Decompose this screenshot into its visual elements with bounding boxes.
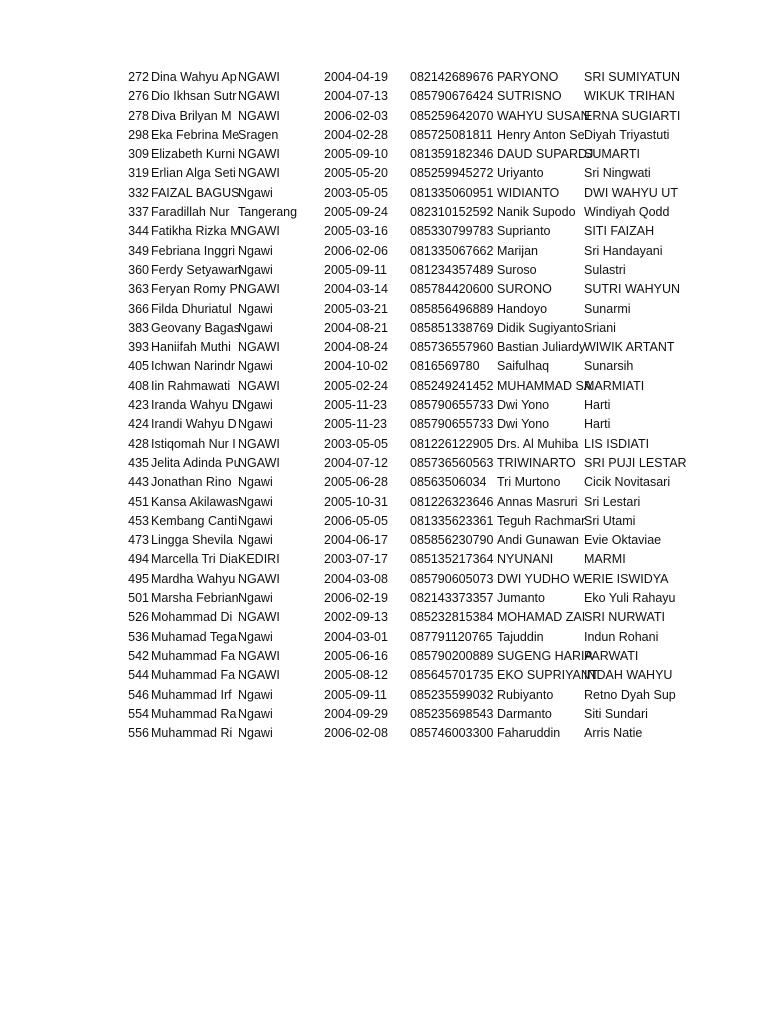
cell-mother-name: Cicik Novitasari [584, 475, 671, 490]
table-row [0, 107, 768, 126]
cell-birthplace: NGAWI [238, 224, 280, 239]
cell-student-name: Dina Wahyu Ap [151, 70, 237, 84]
cell-father-name: Marijan [497, 243, 538, 258]
cell-student-name: Mohammad Di [151, 610, 233, 625]
cell-student-name: Filda Dhuriatul [151, 301, 232, 316]
table-row [0, 242, 768, 261]
cell-student-name: Mardha Wahyu [151, 571, 236, 586]
cell-phone: 085746003300 [410, 726, 494, 741]
cell-number: 536 [128, 629, 149, 644]
cell-phone: 085790200889 [410, 648, 494, 663]
cell-birth-date: 2005-11-23 [324, 398, 388, 413]
cell-student-name: Muhammad Fa [151, 648, 236, 663]
cell-father-name: Didik Sugiyanto [497, 320, 584, 335]
cell-birthplace: Ngawi [238, 320, 273, 335]
cell-student-name: Elizabeth Kurni [151, 147, 236, 162]
cell-phone: 085259945272 [410, 166, 494, 181]
cell-mother-name: Siti Sundari [584, 706, 648, 721]
cell-student-name: Feryan Romy Pr [151, 282, 242, 297]
cell-number: 309 [128, 147, 149, 162]
cell-mother-name: MARMI [584, 552, 626, 567]
cell-mother-name: SUTRI WAHYUN [584, 282, 681, 297]
cell-birth-date: 2005-11-23 [324, 417, 388, 432]
cell-number: 501 [128, 591, 149, 606]
cell-birth-date: 2004-10-02 [324, 359, 388, 374]
table-row [0, 87, 768, 106]
cell-birthplace: Ngawi [238, 494, 273, 509]
cell-birthplace: NGAWI [238, 147, 280, 162]
cell-phone: 085790676424 [410, 89, 494, 104]
cell-number: 337 [128, 205, 149, 220]
cell-number: 473 [128, 533, 149, 548]
cell-number: 423 [128, 398, 149, 413]
cell-birthplace: Ngawi [238, 262, 273, 277]
cell-number: 349 [128, 243, 149, 258]
cell-mother-name: Eko Yuli Rahayu [584, 591, 676, 606]
cell-mother-name: Harti [584, 398, 611, 413]
cell-phone: 085736557960 [410, 340, 494, 355]
table-row [0, 608, 768, 627]
cell-birth-date: 2004-06-17 [324, 533, 388, 548]
cell-birthplace: NGAWI [238, 340, 280, 355]
table-row [0, 724, 768, 743]
table-row [0, 222, 768, 241]
cell-birth-date: 2006-02-19 [324, 591, 388, 606]
cell-student-name: Muhammad Ra [151, 706, 237, 721]
cell-number: 366 [128, 301, 149, 316]
cell-student-name: Muhammad Ri [151, 726, 233, 741]
table-row [0, 203, 768, 222]
table-row [0, 338, 768, 357]
cell-birth-date: 2004-03-01 [324, 629, 388, 644]
cell-father-name: WIDIANTO [497, 185, 560, 200]
cell-number: 554 [128, 706, 149, 721]
cell-student-name: Dio Ikhsan Sutr [151, 89, 237, 104]
cell-phone: 08563506034 [410, 475, 487, 490]
cell-birthplace: Ngawi [238, 475, 273, 490]
cell-birth-date: 2002-09-13 [324, 610, 388, 625]
cell-student-name: Iin Rahmawati [151, 378, 231, 393]
cell-birthplace: NGAWI [238, 70, 280, 84]
cell-student-name: Erlian Alga Seti [151, 166, 236, 181]
cell-phone: 085235698543 [410, 706, 494, 721]
cell-birth-date: 2003-05-05 [324, 185, 388, 200]
table-row [0, 68, 768, 87]
table-row [0, 647, 768, 666]
cell-phone: 085790655733 [410, 398, 494, 413]
table-row [0, 377, 768, 396]
cell-birth-date: 2004-08-24 [324, 340, 388, 355]
cell-number: 344 [128, 224, 149, 239]
table-row [0, 628, 768, 647]
cell-birthplace: NGAWI [238, 378, 280, 393]
cell-student-name: FAIZAL BAGUS [151, 185, 240, 200]
cell-mother-name: SRI PUJI LESTAR [584, 455, 687, 470]
cell-mother-name: ERNA SUGIARTI [584, 108, 681, 123]
table-row [0, 666, 768, 685]
cell-birth-date: 2005-09-10 [324, 147, 388, 162]
cell-phone: 081335067662 [410, 243, 494, 258]
cell-number: 453 [128, 513, 149, 528]
cell-number: 443 [128, 475, 149, 490]
cell-birthplace: Tangerang [238, 205, 298, 220]
table-row [0, 589, 768, 608]
cell-birth-date: 2006-05-05 [324, 513, 388, 528]
cell-number: 405 [128, 359, 149, 374]
cell-phone: 085235599032 [410, 687, 494, 702]
cell-student-name: Ferdy Setyawan [151, 262, 242, 277]
cell-birth-date: 2003-05-05 [324, 436, 388, 451]
cell-mother-name: Sri Lestari [584, 494, 641, 509]
cell-mother-name: Windiyah Qodd [584, 205, 670, 220]
cell-birth-date: 2004-03-08 [324, 571, 388, 586]
table-row [0, 126, 768, 145]
cell-mother-name: Sunarsih [584, 359, 634, 374]
table-row [0, 319, 768, 338]
cell-number: 278 [128, 108, 149, 123]
table-row [0, 705, 768, 724]
table-row [0, 512, 768, 531]
cell-birth-date: 2005-02-24 [324, 378, 388, 393]
cell-birthplace: NGAWI [238, 455, 280, 470]
cell-phone: 085790655733 [410, 417, 494, 432]
table-row [0, 145, 768, 164]
spreadsheet-sheet [0, 68, 768, 743]
cell-birthplace: Ngawi [238, 301, 273, 316]
cell-number: 424 [128, 417, 149, 432]
cell-phone: 085645701735 [410, 668, 494, 683]
cell-father-name: Annas Masruri [497, 494, 578, 509]
cell-mother-name: SITI FAIZAH [584, 224, 655, 239]
cell-birth-date: 2005-09-24 [324, 205, 388, 220]
cell-mother-name: Sriani [584, 320, 616, 335]
cell-student-name: Irandi Wahyu D [151, 417, 237, 432]
cell-birthplace: KEDIRI [238, 552, 280, 567]
cell-birth-date: 2004-07-13 [324, 89, 388, 104]
cell-number: 363 [128, 282, 149, 297]
cell-birthplace: NGAWI [238, 166, 280, 181]
cell-student-name: Jelita Adinda Pu [151, 455, 241, 470]
cell-birthplace: NGAWI [238, 89, 280, 104]
cell-student-name: Jonathan Rino [151, 475, 232, 490]
cell-birth-date: 2005-05-20 [324, 166, 388, 181]
cell-mother-name: WIWIK ARTANT [584, 340, 675, 355]
cell-student-name: Geovany Bagas [151, 320, 240, 335]
cell-father-name: Teguh Rachmar [497, 513, 586, 528]
table-row [0, 261, 768, 280]
cell-birthplace: Ngawi [238, 417, 273, 432]
cell-birth-date: 2004-02-28 [324, 127, 388, 142]
cell-mother-name: Evie Oktaviae [584, 533, 662, 548]
cell-birthplace: NGAWI [238, 108, 280, 123]
cell-father-name: NYUNANI [497, 552, 554, 567]
cell-mother-name: INDAH WAHYU [584, 668, 673, 683]
cell-father-name: SURONO [497, 282, 552, 297]
cell-birth-date: 2006-02-03 [324, 108, 388, 123]
cell-father-name: PARYONO [497, 70, 559, 84]
cell-mother-name: Sri Utami [584, 513, 636, 528]
cell-birth-date: 2004-04-19 [324, 70, 388, 84]
cell-number: 298 [128, 127, 149, 142]
cell-birth-date: 2005-03-16 [324, 224, 388, 239]
cell-mother-name: Sunarmi [584, 301, 631, 316]
cell-mother-name: DWI WAHYU UT [584, 185, 678, 200]
cell-number: 332 [128, 185, 149, 200]
cell-father-name: Bastian Juliardy [497, 340, 586, 355]
cell-birth-date: 2005-10-31 [324, 494, 388, 509]
cell-father-name: Suroso [497, 262, 537, 277]
cell-father-name: MOHAMAD ZAI [497, 610, 586, 625]
cell-number: 556 [128, 726, 149, 741]
cell-birth-date: 2005-06-28 [324, 475, 388, 490]
cell-father-name: Drs. Al Muhiba [497, 436, 579, 451]
table-row [0, 415, 768, 434]
table-row [0, 164, 768, 183]
cell-student-name: Marsha Febrian [151, 591, 239, 606]
cell-father-name: DAUD SUPARDJ [497, 147, 594, 162]
cell-phone: 081359182346 [410, 147, 494, 162]
cell-phone: 081226323646 [410, 494, 494, 509]
cell-father-name: Uriyanto [497, 166, 544, 181]
cell-phone: 085135217364 [410, 552, 494, 567]
cell-phone: 081234357489 [410, 262, 494, 277]
cell-mother-name: Retno Dyah Sup [584, 687, 676, 702]
cell-phone: 085784420600 [410, 282, 494, 297]
cell-father-name: Handoyo [497, 301, 548, 316]
cell-birth-date: 2003-07-17 [324, 552, 388, 567]
table-row [0, 493, 768, 512]
cell-phone: 085249241452 [410, 378, 494, 393]
cell-student-name: Lingga Shevila [151, 533, 234, 548]
cell-birthplace: NGAWI [238, 610, 280, 625]
cell-birthplace: Ngawi [238, 726, 273, 741]
cell-father-name: Jumanto [497, 591, 545, 606]
cell-phone: 085856230790 [410, 533, 494, 548]
cell-father-name: Henry Anton Se [497, 127, 585, 142]
cell-student-name: Kembang Canti [151, 513, 238, 528]
cell-birthplace: Ngawi [238, 591, 273, 606]
table-row [0, 570, 768, 589]
cell-father-name: Tri Murtono [497, 475, 561, 490]
cell-number: 319 [128, 166, 149, 181]
cell-birthplace: Ngawi [238, 398, 273, 413]
cell-birth-date: 2004-09-29 [324, 706, 388, 721]
table-row [0, 280, 768, 299]
cell-mother-name: Sri Handayani [584, 243, 663, 258]
cell-phone: 085851338769 [410, 320, 494, 335]
cell-birth-date: 2004-07-12 [324, 455, 388, 470]
cell-phone: 0816569780 [410, 359, 480, 374]
cell-birth-date: 2006-02-06 [324, 243, 388, 258]
cell-student-name: Diva Brilyan M [151, 108, 232, 123]
cell-mother-name: Diyah Triyastuti [584, 127, 670, 142]
cell-birthplace: NGAWI [238, 668, 280, 683]
cell-phone: 085736560563 [410, 455, 494, 470]
cell-student-name: Eka Febrina Me [151, 127, 240, 142]
cell-birthplace: Ngawi [238, 706, 273, 721]
cell-number: 276 [128, 89, 149, 104]
cell-mother-name: Sri Ningwati [584, 166, 651, 181]
cell-birthplace: Ngawi [238, 629, 273, 644]
table-row [0, 454, 768, 473]
cell-father-name: SUGENG HARIA [497, 648, 593, 663]
cell-father-name: MUHAMMAD SA [497, 378, 593, 393]
cell-father-name: SUTRISNO [497, 89, 562, 104]
cell-birth-date: 2005-09-11 [324, 262, 388, 277]
cell-phone: 087791120765 [410, 629, 493, 644]
cell-number: 495 [128, 571, 149, 586]
cell-phone: 081335623361 [410, 513, 494, 528]
cell-father-name: Dwi Yono [497, 398, 550, 413]
cell-student-name: Iranda Wahyu D [151, 398, 241, 413]
cell-phone: 081335060951 [410, 185, 494, 200]
cell-birthplace: Ngawi [238, 513, 273, 528]
cell-father-name: Rubiyanto [497, 687, 554, 702]
cell-father-name: Andi Gunawan [497, 533, 580, 548]
cell-student-name: Istiqomah Nur I [151, 436, 236, 451]
cell-birthplace: NGAWI [238, 648, 280, 663]
cell-birthplace: Ngawi [238, 185, 273, 200]
cell-number: 393 [128, 340, 149, 355]
cell-number: 272 [128, 70, 149, 84]
cell-birth-date: 2005-06-16 [324, 648, 388, 663]
cell-birthplace: Ngawi [238, 687, 273, 702]
cell-phone: 085330799783 [410, 224, 494, 239]
cell-father-name: Dwi Yono [497, 417, 550, 432]
cell-mother-name: Indun Rohani [584, 629, 659, 644]
cell-mother-name: Sulastri [584, 262, 626, 277]
cell-father-name: Saifulhaq [497, 359, 550, 374]
cell-father-name: Nanik Supodo [497, 205, 576, 220]
cell-number: 408 [128, 378, 149, 393]
cell-phone: 085232815384 [410, 610, 494, 625]
cell-father-name: Faharuddin [497, 726, 561, 741]
cell-number: 451 [128, 494, 149, 509]
cell-phone: 085259642070 [410, 108, 494, 123]
table-row [0, 357, 768, 376]
cell-number: 435 [128, 455, 149, 470]
cell-student-name: Muhamad Tega [151, 629, 237, 644]
table-row [0, 396, 768, 415]
cell-father-name: Darmanto [497, 706, 552, 721]
table-row [0, 435, 768, 454]
cell-student-name: Haniifah Muthi [151, 340, 231, 355]
cell-number: 383 [128, 320, 149, 335]
cell-birth-date: 2004-03-14 [324, 282, 388, 297]
cell-birthplace: NGAWI [238, 436, 280, 451]
cell-mother-name: LIS ISDIATI [584, 436, 650, 451]
cell-number: 360 [128, 262, 149, 277]
cell-student-name: Muhammad Fa [151, 668, 236, 683]
cell-mother-name: MARMIATI [584, 378, 645, 393]
cell-phone: 082143373357 [410, 591, 494, 606]
cell-mother-name: SRI SUMIYATUN [584, 70, 681, 84]
cell-mother-name: SRI NURWATI [584, 610, 666, 625]
cell-student-name: Fatikha Rizka M [151, 224, 241, 239]
cell-birthplace: Ngawi [238, 243, 273, 258]
table-row [0, 531, 768, 550]
cell-student-name: Marcella Tri Dia [151, 552, 238, 567]
cell-birthplace: Ngawi [238, 533, 273, 548]
cell-birthplace: NGAWI [238, 571, 280, 586]
cell-number: 526 [128, 610, 149, 625]
cell-mother-name: SUMARTI [584, 147, 641, 162]
cell-birth-date: 2004-08-21 [324, 320, 388, 335]
cell-student-name: Ichwan Narindr [151, 359, 236, 374]
cell-student-name: Kansa Akilawas [151, 494, 239, 509]
cell-number: 428 [128, 436, 149, 451]
cell-birthplace: Sragen [238, 127, 279, 142]
cell-father-name: Tajuddin [497, 629, 544, 644]
cell-number: 542 [128, 648, 149, 663]
table-row [0, 550, 768, 569]
cell-phone: 081226122905 [410, 436, 494, 451]
cell-birth-date: 2005-09-11 [324, 687, 388, 702]
table-row [0, 300, 768, 319]
cell-phone: 085856496889 [410, 301, 494, 316]
cell-mother-name: Harti [584, 417, 611, 432]
cell-phone: 085790605073 [410, 571, 494, 586]
cell-birth-date: 2005-08-12 [324, 668, 388, 683]
cell-birthplace: NGAWI [238, 282, 280, 297]
cell-father-name: WAHYU SUSAN [497, 108, 590, 123]
cell-number: 544 [128, 668, 149, 683]
table-row [0, 473, 768, 492]
cell-mother-name: PARWATI [584, 648, 639, 663]
cell-mother-name: ERIE ISWIDYA [584, 571, 669, 586]
cell-phone: 082142689676 [410, 70, 494, 84]
table-body [0, 68, 768, 743]
cell-mother-name: Arris Natie [584, 726, 643, 741]
cell-student-name: Faradillah Nur [151, 205, 230, 220]
cell-father-name: EKO SUPRIYANT [497, 668, 598, 683]
cell-father-name: DWI YUDHO W [497, 571, 585, 586]
cell-number: 546 [128, 687, 149, 702]
table-row [0, 184, 768, 203]
cell-father-name: TRIWINARTO [497, 455, 576, 470]
cell-birth-date: 2005-03-21 [324, 301, 388, 316]
cell-birth-date: 2006-02-08 [324, 726, 388, 741]
cell-father-name: Suprianto [497, 224, 551, 239]
table-row [0, 686, 768, 705]
cell-phone: 082310152592 [410, 205, 494, 220]
cell-number: 494 [128, 552, 149, 567]
cell-phone: 085725081811 [410, 127, 493, 142]
cell-student-name: Febriana Inggri [151, 243, 236, 258]
cell-mother-name: WIKUK TRIHAN [584, 89, 675, 104]
cell-birthplace: Ngawi [238, 359, 273, 374]
cell-student-name: Muhammad Irf [151, 687, 232, 702]
